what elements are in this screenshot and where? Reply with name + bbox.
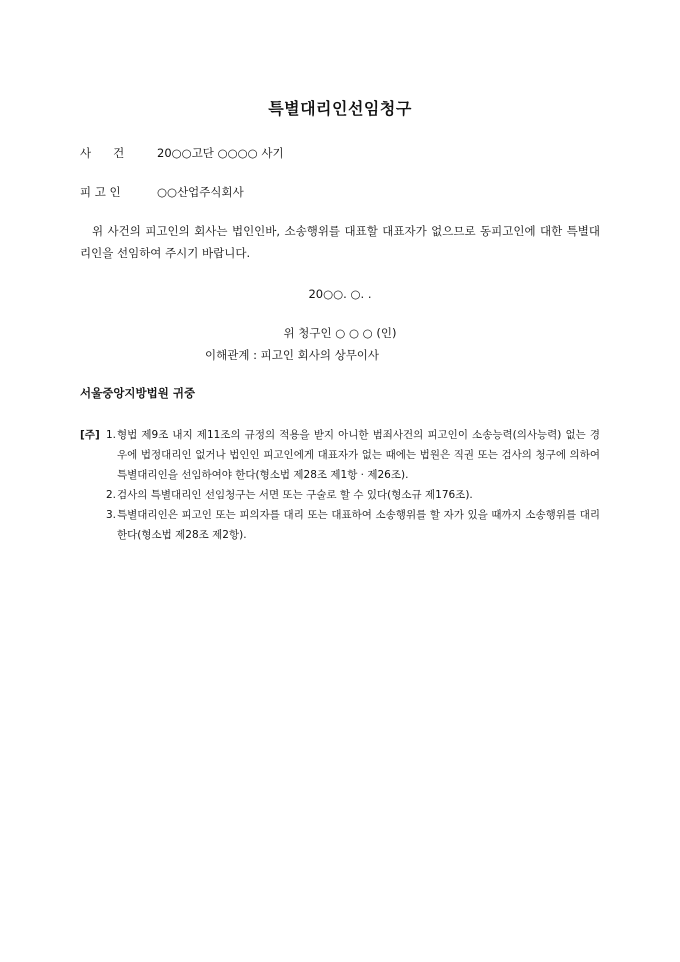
court-addressee: 서울중앙지방법원 귀중 xyxy=(80,386,196,400)
note-text: 특별대리인은 피고인 또는 피의자를 대리 또는 대표하여 소송행위를 할 자가 있을 때까지 소송행위를 대리한다(형소법 제28조 제2항). xyxy=(117,509,600,541)
case-label-part-1: 사 xyxy=(80,146,92,160)
case-label-part-2: 건 xyxy=(113,146,125,160)
defendant-label: 피 고 인 xyxy=(80,185,121,199)
note-number: 1. xyxy=(106,429,117,441)
note-number: 3. xyxy=(106,509,117,521)
interest-relation: 이해관계 : 피고인 회사의 상무이사 xyxy=(205,348,380,362)
note-item xyxy=(80,505,600,545)
filing-date: 20○○. ○. . xyxy=(308,287,372,301)
claimant-signature: 위 청구인 ○ ○ ○ (인) xyxy=(283,326,397,340)
note-item xyxy=(80,425,600,485)
defendant-name: ○○산업주식회사 xyxy=(157,185,244,199)
note-text: 검사의 특별대리인 선임청구는 서면 또는 구술로 할 수 있다(형소규 제176조). xyxy=(117,489,473,501)
note-text: 형법 제9조 내지 제11조의 규정의 적용을 받지 아니한 범죄사건의 피고인이 소송능력(의사능력) 없는 경우에 법정대리인 없거나 법인인 피고인에게 대표자가 없는 때에는 법원은 직권 또는 검사의 청구에 의하여 특별대리인을 선임하여야 한다(형소법 제28조 제1항 · 제26조). xyxy=(117,429,600,481)
note-item xyxy=(80,485,600,505)
case-number: 20○○고단 ○○○○ 사기 xyxy=(157,146,284,160)
request-body: 위 사건의 피고인의 회사는 법인인바, 소송행위를 대표할 대표자가 없으므로 동피고인에 대한 특별대리인을 선임하여 주시기 바랍니다. xyxy=(80,224,600,260)
case-label xyxy=(80,145,124,161)
notes-section xyxy=(80,425,600,545)
document-title: 특별대리인선임청구 xyxy=(268,99,412,118)
note-number: 2. xyxy=(106,489,117,501)
notes-marker: [주] xyxy=(80,429,100,441)
